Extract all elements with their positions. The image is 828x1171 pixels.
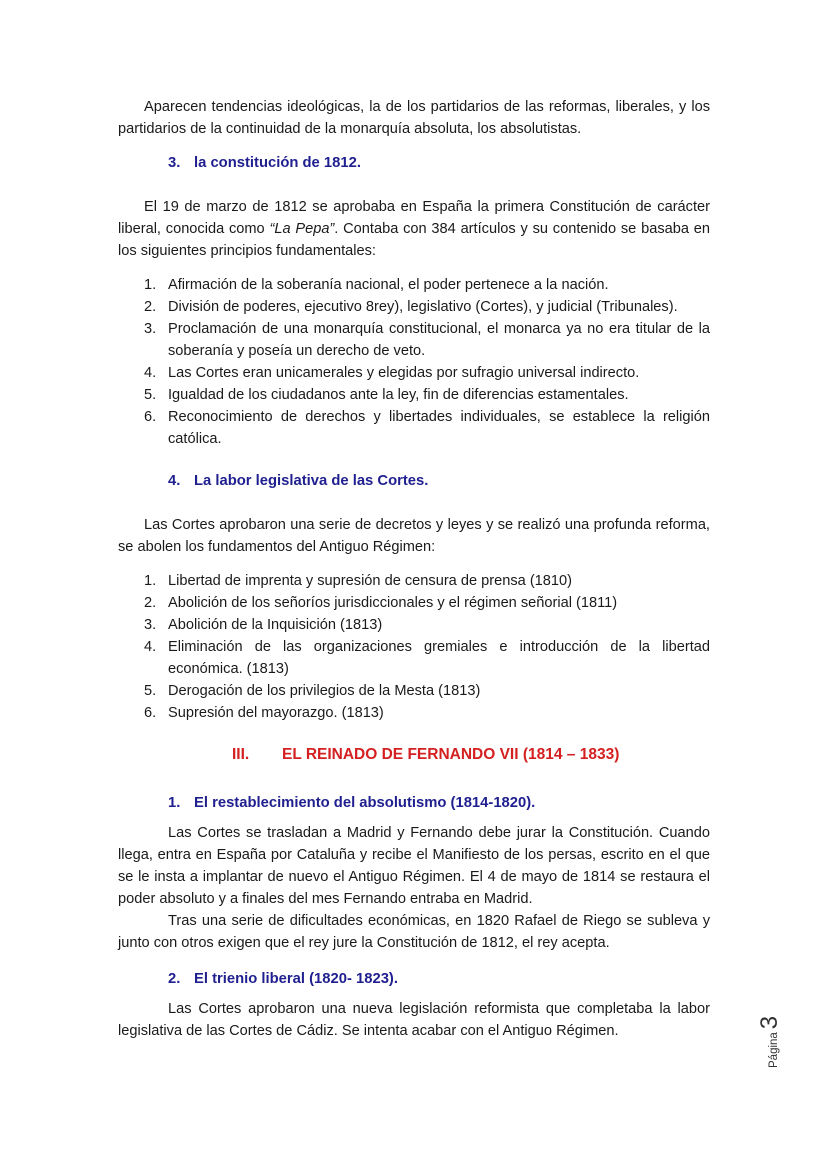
section-3-title: la constitución de 1812. xyxy=(194,155,361,171)
list-item xyxy=(118,362,710,384)
legislative-reforms-list xyxy=(118,570,710,724)
page-number: 3 xyxy=(756,1015,783,1030)
list-item-number: 6. xyxy=(144,409,157,425)
section-4-heading xyxy=(118,470,710,492)
list-item-number: 2. xyxy=(144,299,157,315)
section-3-heading xyxy=(118,152,710,174)
subsection-1-number: 1. xyxy=(168,795,181,811)
section-3-paragraph-text: El 19 de marzo de 1812 se aprobaba en España la primera Constitución de carácter liberal, conocida como xyxy=(118,199,710,237)
section-4-title: La labor legislativa de las Cortes. xyxy=(194,473,429,489)
list-item-number: 1. xyxy=(144,277,157,293)
list-item-number: 3. xyxy=(144,321,157,337)
list-item-text: Igualdad de los ciudadanos ante la ley, fin de diferencias estamentales. xyxy=(168,387,629,403)
document-page xyxy=(118,96,710,1042)
list-item-text: Eliminación de las organizaciones gremiales e introducción de la libertad económica. (1813) xyxy=(168,639,710,677)
list-item-text: Las Cortes eran unicamerales y elegidas por sufragio universal indirecto. xyxy=(168,365,640,381)
subsection-2-paragraph-1: Las Cortes aprobaron una nueva legislación reformista que completaba la labor legislativa de las Cortes de Cádiz. Se intenta acabar con el Antiguo Régimen. xyxy=(118,1001,710,1039)
list-item-number: 3. xyxy=(144,617,157,633)
la-pepa-emphasis: “La Pepa” xyxy=(269,221,335,237)
list-item xyxy=(118,384,710,406)
list-item-number: 2. xyxy=(144,595,157,611)
list-item-text: Afirmación de la soberanía nacional, el poder pertenece a la nación. xyxy=(168,277,609,293)
list-item-number: 6. xyxy=(144,705,157,721)
list-item-text: Reconocimiento de derechos y libertades individuales, se establece la religión católica. xyxy=(168,409,710,447)
list-item xyxy=(118,570,710,592)
section-4-paragraph: Las Cortes aprobaron una serie de decretos y leyes y se realizó una profunda reforma, se abolen los fundamentos del Antiguo Régimen: xyxy=(118,517,710,555)
page-footer xyxy=(756,1016,784,1068)
subsection-2-number: 2. xyxy=(168,971,181,987)
subsection-1-paragraph-1: Las Cortes se trasladan a Madrid y Fernando debe jurar la Constitución. Cuando llega, entra en España por Cataluña y recibe el Manifiesto de los persas, escrito en el que se le insta a implantar de nuevo el Antiguo Régimen. El 4 de mayo de 1814 se restaura el poder absoluto y a finales del mes Fernando entraba en Madrid. xyxy=(118,825,710,907)
section-3-number: 3. xyxy=(168,155,181,171)
constitution-principles-list xyxy=(118,274,710,450)
chapter-title: EL REINADO DE FERNANDO VII (1814 – 1833) xyxy=(282,746,620,763)
list-item-text: Proclamación de una monarquía constitucional, el monarca ya no era titular de la soberanía y poseía un derecho de veto. xyxy=(168,321,710,359)
subsection-1-paragraph-2: Tras una serie de dificultades económicas, en 1820 Rafael de Riego se subleva y junto con otros exigen que el rey jure la Constitución de 1812, el rey acepta. xyxy=(118,913,710,951)
section-3-paragraph-text-end: . Contaba con 384 artículos y su contenido se basaba en los siguientes principios fundamentales: xyxy=(118,221,710,259)
subsection-1-heading xyxy=(118,792,710,814)
list-item xyxy=(118,274,710,296)
list-item xyxy=(118,636,710,680)
list-item xyxy=(118,592,710,614)
list-item-number: 5. xyxy=(144,683,157,699)
list-item-number: 1. xyxy=(144,573,157,589)
list-item-number: 5. xyxy=(144,387,157,403)
subsection-2-heading xyxy=(118,968,710,990)
list-item-text: Libertad de imprenta y supresión de censura de prensa (1810) xyxy=(168,573,573,589)
chapter-heading xyxy=(118,744,710,766)
section-4-number: 4. xyxy=(168,473,181,489)
list-item-text: Derogación de los privilegios de la Mesta (1813) xyxy=(168,683,481,699)
list-item-text: División de poderes, ejecutivo 8rey), legislativo (Cortes), y judicial (Tribunales). xyxy=(168,299,678,315)
list-item xyxy=(118,318,710,362)
list-item-text: Abolición de la Inquisición (1813) xyxy=(168,617,383,633)
page-label: Página xyxy=(768,1032,780,1068)
list-item xyxy=(118,296,710,318)
subsection-1-title: El restablecimiento del absolutismo (1814-1820). xyxy=(194,795,536,811)
list-item xyxy=(118,614,710,636)
list-item xyxy=(118,406,710,450)
list-item xyxy=(118,680,710,702)
intro-paragraph: Aparecen tendencias ideológicas, la de los partidarios de las reformas, liberales, y los partidarios de la continuidad de la monarquía absoluta, los absolutistas. xyxy=(118,99,710,137)
list-item xyxy=(118,702,710,724)
list-item-text: Supresión del mayorazgo. (1813) xyxy=(168,705,384,721)
subsection-2-title: El trienio liberal (1820- 1823). xyxy=(194,971,398,987)
section-3-paragraph xyxy=(118,196,710,262)
list-item-number: 4. xyxy=(144,639,157,655)
list-item-text: Abolición de los señoríos jurisdiccionales y el régimen señorial (1811) xyxy=(168,595,618,611)
list-item-number: 4. xyxy=(144,365,157,381)
chapter-number: III. xyxy=(232,746,250,763)
